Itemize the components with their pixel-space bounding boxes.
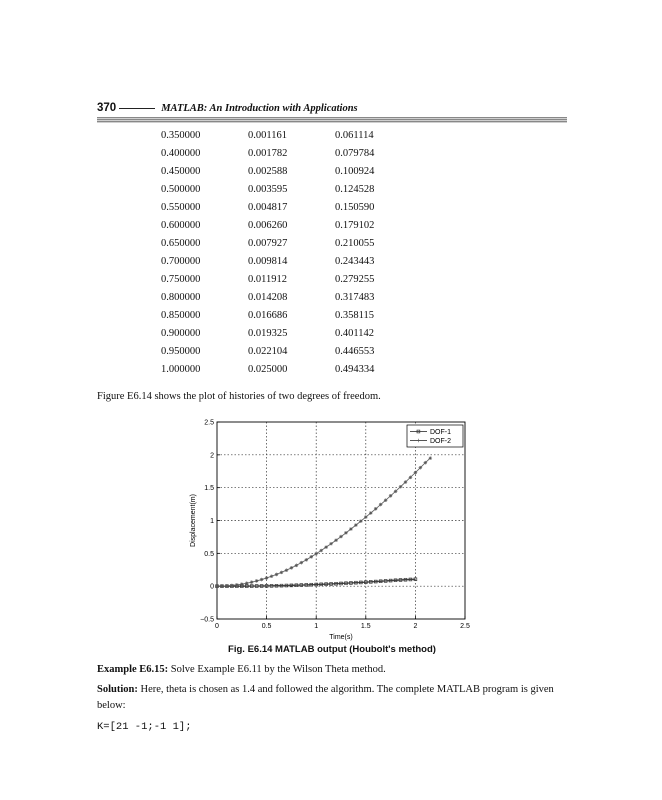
table-cell: 0.317483 (335, 292, 375, 303)
data-point-dof-2 (290, 566, 294, 570)
data-point-dof-2 (235, 583, 239, 587)
figure-caption: Fig. E6.14 MATLAB output (Houbolt's method) (228, 644, 436, 655)
table-cell: 0.179102 (335, 220, 375, 231)
data-point-dof-2 (240, 582, 244, 586)
data-point-dof-2 (369, 511, 373, 515)
data-point-dof-2 (280, 571, 284, 575)
table-cell: 0.006260 (248, 220, 288, 231)
data-point-dof-2 (419, 466, 423, 470)
table-cell: 0.061114 (335, 130, 374, 141)
table-cell: 0.450000 (161, 166, 201, 177)
table-cell: 0.210055 (335, 238, 375, 249)
data-point-dof-2 (245, 581, 249, 585)
data-point-dof-2 (349, 527, 353, 531)
data-point-dof-2 (255, 579, 259, 583)
solution-paragraph (97, 682, 567, 714)
example-label: Example E6.15: (97, 664, 169, 675)
table-row (161, 310, 422, 328)
table-row (161, 238, 422, 256)
solution-label: Solution: (97, 684, 138, 695)
table-cell: 0.001782 (248, 148, 288, 159)
data-point-dof-2 (260, 578, 264, 582)
table-row (161, 256, 422, 274)
header-rule (97, 117, 567, 123)
data-point-dof-2 (215, 584, 219, 588)
table-cell: 0.001161 (248, 130, 287, 141)
x-tick-label: 2.5 (460, 623, 470, 630)
legend-label: DOF-2 (430, 438, 451, 445)
data-point-dof-2 (414, 471, 418, 475)
table-cell: 0.079784 (335, 148, 375, 159)
data-point-dof-2 (285, 568, 289, 572)
table-row (161, 148, 422, 166)
header-dash (119, 108, 155, 109)
data-point-dof-2 (339, 535, 343, 539)
table-cell: 0.400000 (161, 148, 201, 159)
y-tick-label: 0 (210, 583, 214, 591)
figure-intro: Figure E6.14 shows the plot of histories of two degrees of freedom. (97, 391, 381, 402)
table-row (161, 292, 422, 310)
data-point-dof-2 (359, 519, 363, 523)
x-axis-label: Time(s) (329, 634, 353, 641)
table-cell: 0.494334 (335, 364, 375, 375)
table-row (161, 166, 422, 184)
table-cell: 0.500000 (161, 184, 201, 195)
table-cell: 0.600000 (161, 220, 201, 231)
running-header (97, 101, 565, 115)
y-tick-label: 1 (210, 518, 214, 525)
data-point-dof-2 (250, 580, 254, 584)
table-cell: 0.358115 (335, 310, 374, 321)
data-point-dof-2 (225, 584, 229, 588)
data-point-dof-2 (379, 503, 383, 507)
data-point-dof-2 (364, 515, 368, 519)
data-point-dof-2 (354, 523, 358, 527)
data-point-dof-2 (270, 574, 274, 578)
code-line: K=[21 -1;-1 1]; (97, 721, 192, 733)
table-cell: 0.009814 (248, 256, 288, 267)
table-cell: 0.100924 (335, 166, 375, 177)
table-cell: 0.007927 (248, 238, 288, 249)
page-number: 370 (97, 102, 117, 114)
y-tick-label: −0.5 (200, 616, 214, 624)
data-point-dof-2 (329, 542, 333, 546)
example-text: Solve Example E6.11 by the Wilson Theta method. (168, 664, 386, 675)
x-tick-label: 1 (314, 623, 319, 630)
example-paragraph (97, 662, 567, 678)
table-row (161, 364, 422, 382)
data-point-dof-2 (409, 476, 413, 480)
table-cell: 0.150590 (335, 202, 375, 213)
data-point-dof-2 (374, 507, 378, 511)
x-tick-label: 2 (413, 623, 418, 630)
table-cell: 0.650000 (161, 238, 201, 249)
table-row (161, 346, 422, 364)
data-point-dof-2 (404, 480, 408, 484)
table-cell: 0.279255 (335, 274, 375, 285)
table-cell: 0.002588 (248, 166, 288, 177)
table-cell: 0.900000 (161, 328, 201, 339)
data-point-dof-2 (314, 552, 318, 556)
table-cell: 0.800000 (161, 292, 201, 303)
data-point-dof-2 (324, 545, 328, 549)
table-cell: 0.401142 (335, 328, 374, 339)
data-point-dof-2 (265, 576, 269, 580)
table-cell: 0.004817 (248, 202, 288, 213)
running-title: MATLAB: An Introduction with Applications (161, 102, 358, 114)
y-tick-label: 2 (210, 452, 214, 460)
table-cell: 0.011912 (248, 274, 287, 285)
data-point-dof-2 (334, 538, 338, 542)
table-row (161, 328, 422, 346)
data-point-dof-2 (295, 564, 299, 568)
table-cell: 0.124528 (335, 184, 375, 195)
table-cell: 0.243443 (335, 256, 375, 267)
data-point-dof-2 (319, 549, 323, 553)
legend-label: DOF-1 (430, 429, 451, 436)
table-cell: 0.750000 (161, 274, 201, 285)
x-tick-label: 1.5 (360, 623, 371, 630)
y-axis-label: Displacement(m) (190, 494, 197, 547)
table-row (161, 274, 422, 292)
y-tick-label: 1.5 (204, 485, 214, 493)
data-point-dof-2 (309, 555, 313, 559)
x-tick-label: 0.5 (261, 623, 272, 630)
table-cell: 0.700000 (161, 256, 201, 267)
data-point-dof-2 (384, 498, 388, 502)
data-point-dof-2 (428, 456, 432, 460)
table-cell: 0.446553 (335, 346, 375, 357)
y-tick-label: 2.5 (204, 419, 214, 427)
table-cell: 1.000000 (161, 364, 201, 375)
data-point-dof-2 (300, 561, 304, 565)
table-cell: 0.014208 (248, 292, 288, 303)
results-table (161, 130, 422, 382)
data-point-dof-2 (304, 558, 308, 562)
table-cell: 0.550000 (161, 202, 201, 213)
y-tick-label: 0.5 (204, 550, 214, 558)
table-cell: 0.950000 (161, 346, 201, 357)
data-point-dof-2 (389, 494, 393, 498)
table-row (161, 184, 422, 202)
data-point-dof-2 (394, 490, 398, 494)
data-point-dof-2 (220, 584, 224, 588)
table-cell: 0.025000 (248, 364, 288, 375)
data-point-dof-2 (344, 531, 348, 535)
data-point-dof-2 (399, 485, 403, 489)
x-tick-label: 0 (215, 623, 219, 630)
table-cell: 0.016686 (248, 310, 288, 321)
table-cell: 0.003595 (248, 184, 288, 195)
table-cell: 0.019325 (248, 328, 288, 339)
table-cell: 0.850000 (161, 310, 201, 321)
solution-text: Here, theta is chosen as 1.4 and followed the algorithm. The complete MATLAB program is given below: (97, 684, 554, 711)
table-row (161, 220, 422, 238)
data-point-dof-2 (424, 461, 428, 465)
table-cell: 0.350000 (161, 130, 201, 141)
displacement-chart (185, 410, 475, 660)
table-cell: 0.022104 (248, 346, 288, 357)
data-point-dof-2 (275, 573, 279, 577)
data-point-dof-2 (230, 584, 234, 588)
table-row (161, 130, 422, 148)
table-row (161, 202, 422, 220)
